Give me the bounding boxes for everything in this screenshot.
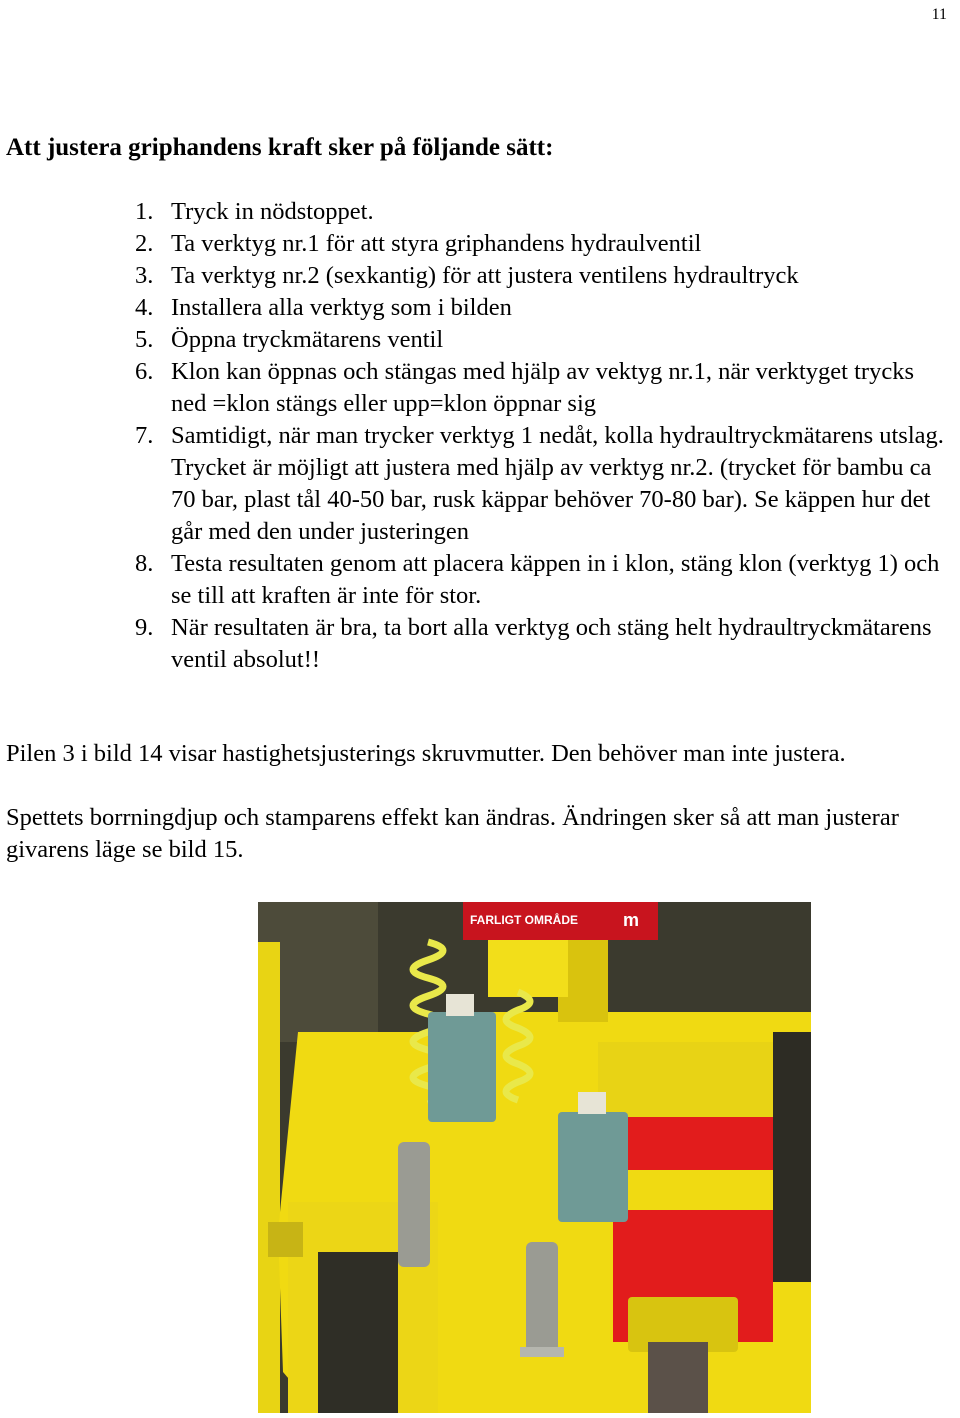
list-item [135,292,955,324]
limit-switch-upper [428,1012,496,1122]
step-number: 4. [135,294,154,321]
step-number: 3. [135,262,154,289]
step-number: 7. [135,422,154,449]
page-number: 11 [931,6,947,23]
step-text: Öppna tryckmätarens ventil [171,326,444,353]
drill-shaft [648,1342,708,1413]
step-text: Testa resultaten genom att placera käppen in i klon, stäng klon (verktyg 1) och se till att kraften är inte för stor. [171,550,940,609]
step-text: Installera alla verktyg som i bilden [171,294,512,321]
list-item [135,324,955,356]
list-item [135,420,955,548]
step-text: När resultaten är bra, ta bort alla verktyg och stäng helt hydraultryckmätarens ventil absolut!! [171,614,932,673]
valve-cylinder-left [398,1142,430,1267]
step-text: Tryck in nödstoppet. [171,198,374,225]
list-item [135,356,955,420]
valve-cylinder-right [526,1242,558,1352]
step-number: 5. [135,326,154,353]
instruction-list [135,196,955,676]
paragraph-speed-adjust: Pilen 3 i bild 14 visar hastighetsjusterings skruvmutter. Den behöver man inte justera. [6,740,846,767]
step-number: 2. [135,230,154,257]
list-item [135,228,955,260]
step-text: Ta verktyg nr.2 (sexkantig) för att justera ventilens hydraultryck [171,262,799,289]
section-heading: Att justera griphandens kraft sker på följande sätt: [6,134,554,161]
step-text: Ta verktyg nr.1 för att styra griphandens hydraulventil [171,230,702,257]
step-number: 6. [135,358,154,385]
list-item [135,612,955,676]
list-item [135,196,955,228]
step-number: 8. [135,550,154,577]
machine-photo [258,902,811,1413]
step-text: Klon kan öppnas och stängas med hjälp av vektyg nr.1, när verktyget trycks ned =klon stängs eller upp=klon öppnar sig [171,358,914,417]
list-item [135,548,955,612]
sign-text: FARLIGT OMRÅDE [470,913,578,927]
list-item [135,260,955,292]
limit-switch-lower [558,1112,628,1222]
sign-suffix: m [623,910,640,930]
step-text: Samtidigt, när man trycker verktyg 1 nedåt, kolla hydraultryckmätarens utslag. Trycket är möjligt att justera med hjälp av verktyg nr.2. (trycket för bambu ca 70 bar, plast tål 40-50 bar, rusk käppar behöver 70-80 bar). Se käppen hur det går med den under justeringen [171,422,944,545]
step-number: 1. [135,198,154,225]
paragraph-drill-depth: Spettets borrningdjup och stamparens effekt kan ändras. Ändringen sker så att man justerar givarens läge se bild 15. [6,804,899,863]
step-number: 9. [135,614,154,641]
